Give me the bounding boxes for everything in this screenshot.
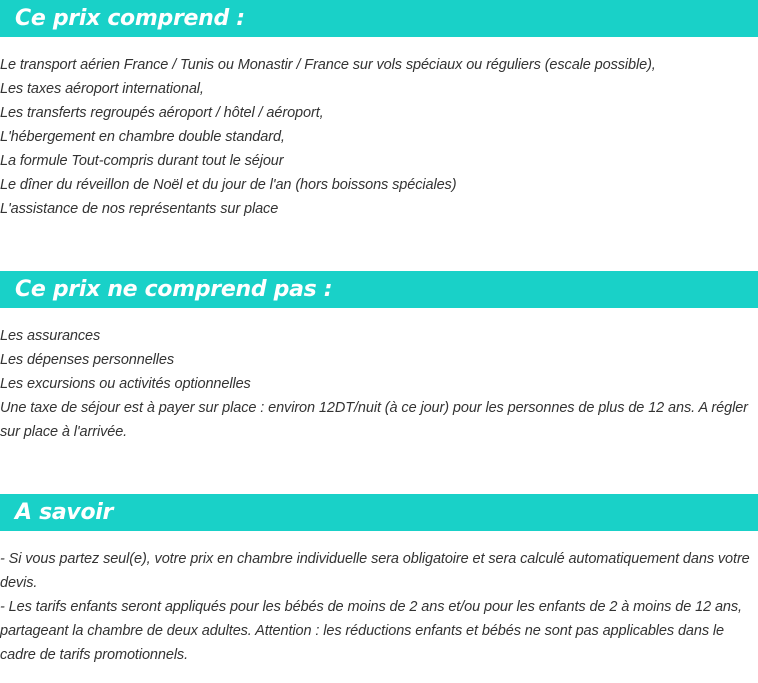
list-item: Le dîner du réveillon de Noël et du jour de l'an (hors boissons spéciales) [0, 177, 457, 193]
list-item: Les dépenses personnelles [0, 352, 175, 368]
list-item: L'assistance de nos représentants sur place [0, 201, 279, 217]
section-price-includes [0, 0, 758, 221]
list-item: L'hébergement en chambre double standard, [0, 129, 285, 145]
section-header-bar [0, 0, 758, 37]
list-item: - Si vous partez seul(e), votre prix en chambre individuelle sera obligatoire et sera calculé automatiquement dans votre devis. [0, 551, 750, 591]
section-price-excludes [0, 271, 758, 444]
section-good-to-know [0, 494, 758, 667]
list-item: La formule Tout-compris durant tout le séjour [0, 153, 284, 169]
section-title: Ce prix comprend : [15, 5, 245, 31]
section-title: A savoir [15, 499, 114, 525]
list-item: Une taxe de séjour est à payer sur place : environ 12DT/nuit (à ce jour) pour les personnes de plus de 12 ans. A régler sur place à l'arrivée. [0, 400, 748, 440]
list-item: Les transferts regroupés aéroport / hôtel / aéroport, [0, 105, 324, 121]
list-item: - Les tarifs enfants seront appliqués pour les bébés de moins de 2 ans et/ou pour les enfants de 2 à moins de 12 ans, partageant la chambre de deux adultes. Attention : les réductions enfants et bébés ne sont pas applicables dans le cadre de tarifs promotionnels. [0, 599, 742, 663]
section-body [0, 53, 758, 221]
list-item: Les assurances [0, 328, 101, 344]
section-header-bar [0, 271, 758, 308]
section-body [0, 324, 758, 444]
section-title: Ce prix ne comprend pas : [15, 276, 333, 302]
section-body [0, 547, 758, 667]
list-item: Les excursions ou activités optionnelles [0, 376, 251, 392]
section-header-bar [0, 494, 758, 531]
list-item: Le transport aérien France / Tunis ou Monastir / France sur vols spéciaux ou réguliers (escale possible), [0, 57, 656, 73]
list-item: Les taxes aéroport international, [0, 81, 204, 97]
